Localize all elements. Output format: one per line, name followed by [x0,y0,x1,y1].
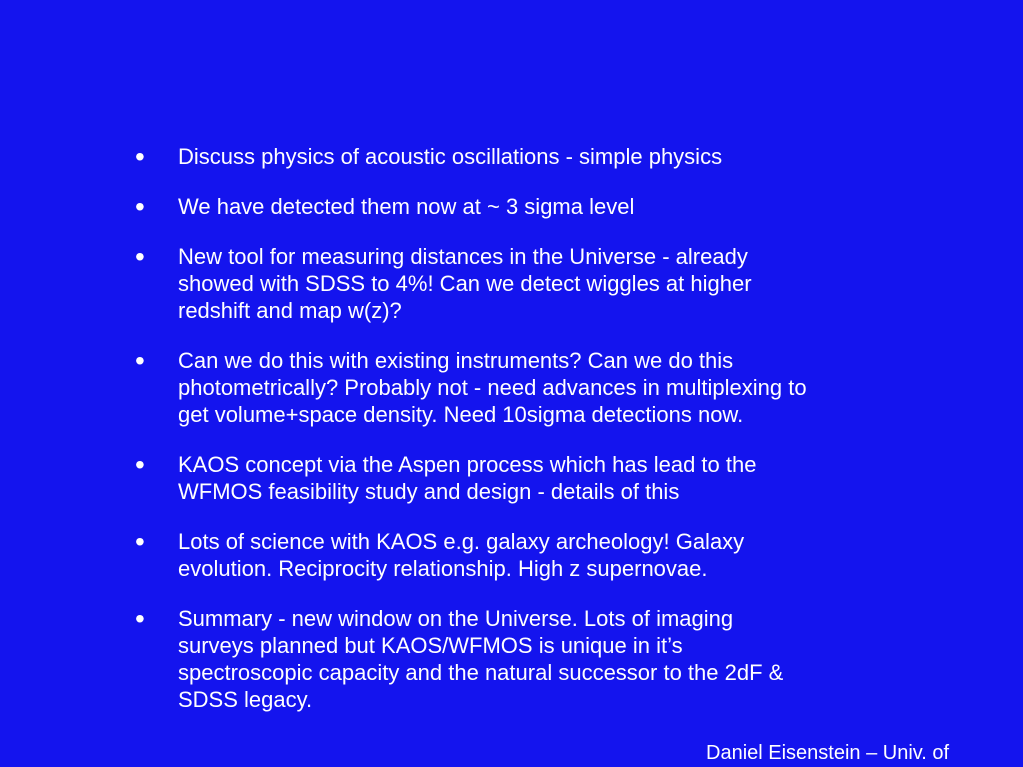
bullet-item-2 [133,193,923,220]
bullet-text [178,605,913,713]
bullet-item-3 [133,243,923,324]
bullet-item-6 [133,528,923,582]
bullet-line: KAOS concept via the Aspen process which has lead to the [178,452,757,477]
bullet-text [178,451,913,505]
bullet-mark: • [135,141,145,172]
bullet-text [178,193,913,220]
bullet-item-5 [133,451,923,505]
bullet-text [178,143,913,170]
bullet-item-1 [133,143,923,170]
bullet-line: New tool for measuring distances in the Universe - already [178,244,748,269]
bullet-mark: • [135,191,145,222]
bullet-text [178,528,913,582]
bullet-line: spectroscopic capacity and the natural successor to the 2dF & [178,660,784,685]
bullet-text [178,347,913,428]
bullet-line: We have detected them now at ~ 3 sigma level [178,194,635,219]
bullet-mark: • [135,526,145,557]
bullet-text [178,243,913,324]
bullet-mark: • [135,241,145,272]
bullet-line: redshift and map w(z)? [178,298,402,323]
bullet-mark: • [135,345,145,376]
bullet-line: showed with SDSS to 4%! Can we detect wiggles at higher [178,271,752,296]
bullet-mark: • [135,449,145,480]
bullet-line: Lots of science with KAOS e.g. galaxy archeology! Galaxy [178,529,745,554]
bullet-line: evolution. Reciprocity relationship. High z supernovae. [178,556,708,581]
bullet-mark: • [135,603,145,634]
bullet-line: WFMOS feasibility study and design - details of this [178,479,680,504]
bullet-item-7 [133,605,923,713]
bullet-line: SDSS legacy. [178,687,313,712]
bullet-line: Can we do this with existing instruments? Can we do this [178,348,734,373]
bullet-line: get volume+space density. Need 10sigma detections now. [178,402,744,427]
bullet-line: surveys planned but KAOS/WFMOS is unique in it’s [178,633,683,658]
bullet-line: photometrically? Probably not - need advances in multiplexing to [178,375,807,400]
bullet-line: Summary - new window on the Universe. Lots of imaging [178,606,734,631]
footer-credit: Daniel Eisenstein – Univ. of [706,742,950,764]
bullet-line: Discuss physics of acoustic oscillations - simple physics [178,144,723,169]
bullet-list [133,143,923,713]
bullet-item-4 [133,347,923,428]
